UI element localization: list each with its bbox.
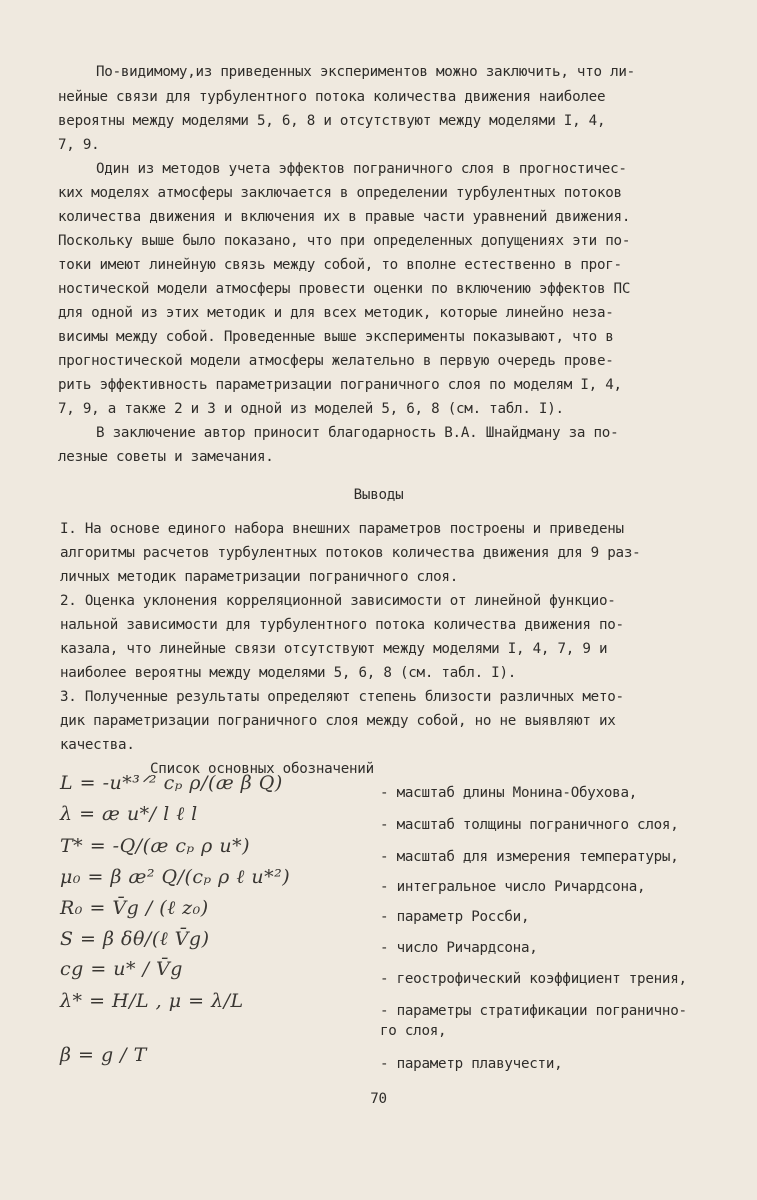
notation-heading: Список основных обозначений [150, 761, 374, 777]
notation-desc: - число Ричардсона, [380, 940, 538, 956]
conclusion-line: I. На основе единого набора внешних параметров построены и приведены [60, 521, 624, 537]
conclusion-line: 3. Полученные результаты определяют степень близости различных мето- [60, 689, 624, 705]
formula-rossby: R₀ = V̄g / (ℓ z₀) [60, 897, 209, 919]
conclusion-line: нальной зависимости для турбулентного потока количества движения по- [60, 617, 624, 633]
body-line: рить эффективность параметризации пограничного слоя по моделям I, 4, [58, 377, 622, 393]
formula-geostrophic-drag: cg = u* / V̄g [60, 958, 183, 980]
notation-desc: - масштаб длины Монина-Обухова, [380, 785, 638, 801]
body-line: ностической модели атмосферы провести оценки по включению эффектов ПС [58, 281, 631, 297]
page-number: 70 [370, 1091, 387, 1107]
body-line: 7, 9, а также 2 и 3 и одной из моделей 5, 6, 8 (см. табл. I). [58, 401, 564, 417]
conclusion-line: дик параметризации пограничного слоя между собой, но не выявляют их [60, 713, 616, 729]
notation-desc: - параметр Россби, [380, 909, 530, 925]
conclusion-line: наиболее вероятны между моделями 5, 6, 8 (см. табл. I). [60, 665, 517, 681]
body-line: Один из методов учета эффектов пограничного слоя в прогностичес- [96, 161, 627, 177]
formula-richardson: S = β δθ/(ℓ V̄g) [60, 928, 210, 950]
body-line: висимы между собой. Проведенные выше эксперименты показывают, что в [58, 329, 614, 345]
formula-richardson-integral: μ₀ = β æ² Q/(cₚ ρ ℓ u*²) [60, 866, 291, 888]
body-line: По-видимому,из приведенных экспериментов можно заключить, что ли- [96, 64, 635, 80]
notation-desc: - масштаб для измерения температуры, [380, 849, 679, 865]
conclusion-line: 2. Оценка уклонения корреляционной зависимости от линейной функцио- [60, 593, 616, 609]
formula-buoyancy: β = g / T [60, 1044, 147, 1066]
notation-desc: - масштаб толщины пограничного слоя, [380, 817, 679, 833]
notation-desc: - параметры стратификации погранично- [380, 1003, 687, 1019]
body-line: 7, 9. [58, 137, 100, 153]
body-line: токи имеют линейную связь между собой, то вполне естественно в прог- [58, 257, 622, 273]
body-line: ких моделях атмосферы заключается в определении турбулентных потоков [58, 185, 622, 201]
body-line: В заключение автор приносит благодарность В.А. Шнайдману за по- [96, 425, 619, 441]
body-line: прогностической модели атмосферы желательно в первую очередь прове- [58, 353, 614, 369]
body-line: количества движения и включения их в правые части уравнений движения. [58, 209, 631, 225]
conclusion-line: алгоритмы расчетов турбулентных потоков количества движения для 9 раз- [60, 545, 641, 561]
body-line: лезные советы и замечания. [58, 449, 274, 465]
body-line: вероятны между моделями 5, 6, 8 и отсутствуют между моделями I, 4, [58, 113, 606, 129]
body-line: Поскольку выше было показано, что при определенных допущениях эти по- [58, 233, 631, 249]
body-line: нейные связи для турбулентного потока количества движения наиболее [58, 89, 606, 105]
conclusion-line: качества. [60, 737, 135, 753]
notation-desc: - геострофический коэффициент трения, [380, 971, 687, 987]
formula-boundary-thickness: λ = æ u*/ l ℓ l [60, 803, 198, 825]
conclusion-line: казала, что линейные связи отсутствуют между моделями I, 4, 7, 9 и [60, 641, 608, 657]
conclusions-heading: Выводы [353, 487, 404, 503]
body-line: для одной из этих методик и для всех методик, которые линейно неза- [58, 305, 614, 321]
formula-temperature-scale: T* = -Q/(æ cₚ ρ u*) [60, 835, 251, 857]
conclusion-line: личных методик параметризации пограничного слоя. [60, 569, 458, 585]
notation-desc-cont: го слоя, [380, 1023, 447, 1039]
formula-monin-obukhov: L = -u*³ᐟ² cₚ ρ/(æ β Q) [60, 772, 283, 794]
notation-desc: - параметр плавучести, [380, 1056, 563, 1072]
formula-stratification: λ* = H/L , μ = λ/L [60, 990, 244, 1012]
notation-desc: - интегральное число Ричардсона, [380, 879, 646, 895]
